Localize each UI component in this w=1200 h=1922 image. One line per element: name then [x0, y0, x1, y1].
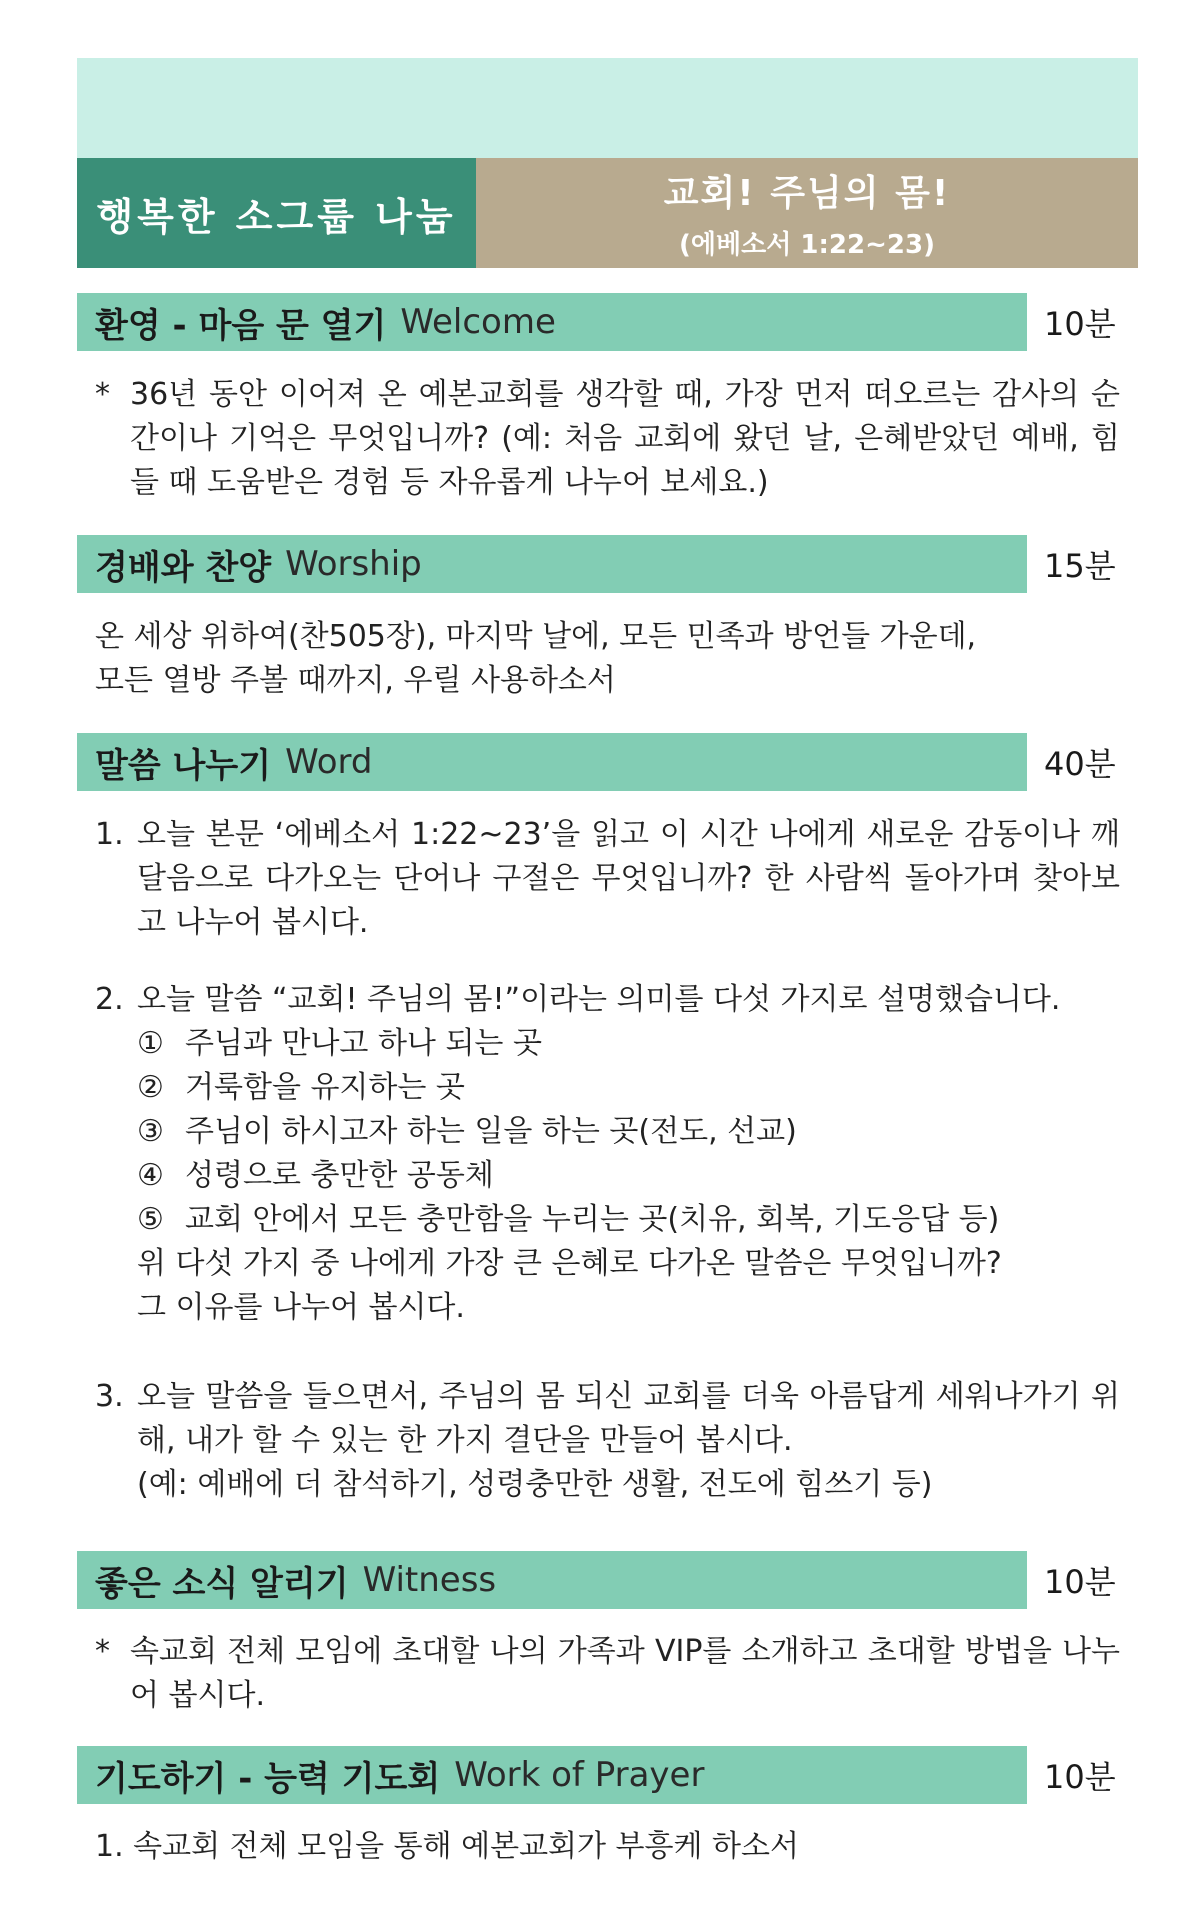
section-minutes-word: 40분 [1044, 745, 1116, 783]
section-title-en: Word [285, 742, 373, 782]
section-title-ko: 기도하기 - 능력 기도회 [95, 1758, 441, 1799]
worship-songs [95, 615, 1120, 703]
worship-songs-line-1: 온 세상 위하여(찬505장), 마지막 날에, 모든 민족과 방언들 가운데, [95, 619, 977, 654]
section-minutes-welcome: 10분 [1044, 305, 1116, 343]
section-title-ko: 환영 - 마음 문 열기 [95, 305, 387, 346]
small-group-title [77, 158, 476, 268]
section-title-ko: 좋은 소식 알리기 [95, 1563, 349, 1604]
section-minutes-prayer: 10분 [1044, 1758, 1116, 1796]
question-text: 오늘 말씀 “교회! 주님의 몸!”이라는 의미를 다섯 가지로 설명했습니다. [137, 982, 1061, 1017]
question-number: 1. [95, 817, 124, 852]
bullet-mark: * [95, 377, 110, 412]
section-header-witness [77, 1551, 1027, 1609]
circled-number: ① [137, 1026, 164, 1061]
section-title-ko: 말씀 나누기 [95, 745, 272, 786]
sermon-scripture: (에베소서 1:22~23) [679, 230, 935, 260]
section-title-en: Welcome [400, 302, 556, 342]
prayer-item-text: 속교회 전체 모임을 통해 예본교회가 부흥케 하소서 [133, 1829, 799, 1864]
question-text: 오늘 본문 ‘에베소서 1:22~23’을 읽고 이 시간 나에게 새로운 감동이나 깨달음으로 다가오는 단어나 구절은 무엇입니까? 한 사람씩 돌아가며 찾아보고 나누어 봅시다. [137, 817, 1120, 940]
list-item-text: 거룩함을 유지하는 곳 [185, 1070, 465, 1105]
prayer-item-1 [95, 1825, 1120, 1869]
section-title-en: Worship [285, 544, 422, 584]
list-item [137, 1198, 1120, 1242]
circled-number: ⑤ [137, 1202, 164, 1237]
question-follow-up-1: 위 다섯 가지 중 나에게 가장 큰 은혜로 다가온 말씀은 무엇입니까? [137, 1246, 1002, 1281]
circled-number: ④ [137, 1158, 164, 1193]
question-number: 2. [95, 982, 124, 1017]
section-title-en: Work of Prayer [454, 1755, 705, 1795]
section-title-en: Witness [362, 1560, 497, 1600]
section-header-worship [77, 535, 1027, 593]
list-item [137, 1154, 1120, 1198]
question-follow-up-2: 그 이유를 나누어 봅시다. [137, 1290, 465, 1325]
welcome-question-text: 36년 동안 이어져 온 예본교회를 생각할 때, 가장 먼저 떠오르는 감사의 순간이나 기억은 무엇입니까? (예: 처음 교회에 왔던 날, 은혜받았던 예배, 힘들 때 도움받은 경험 등 자유롭게 나누어 보세요.) [130, 377, 1120, 500]
section-header-prayer [77, 1746, 1027, 1804]
witness-text: 속교회 전체 모임에 초대할 나의 가족과 VIP를 소개하고 초대할 방법을 나누어 봅시다. [130, 1634, 1120, 1713]
section-title-ko: 경배와 찬양 [95, 547, 272, 588]
welcome-question [95, 373, 1120, 505]
list-item-text: 교회 안에서 모든 충만함을 누리는 곳(치유, 회복, 기도응답 등) [185, 1202, 1000, 1237]
prayer-item-number: 1. [95, 1829, 124, 1864]
list-item [137, 1022, 1120, 1066]
section-header-word [77, 733, 1027, 791]
question-example: (예: 예배에 더 참석하기, 성령충만한 생활, 전도에 힘쓰기 등) [137, 1467, 933, 1502]
list-item-text: 주님과 만나고 하나 되는 곳 [185, 1026, 542, 1061]
word-question-3 [95, 1375, 1120, 1507]
section-minutes-witness: 10분 [1044, 1563, 1116, 1601]
top-color-band [77, 58, 1138, 158]
list-item-text: 성령으로 충만한 공동체 [185, 1158, 494, 1193]
small-group-title-text: 행복한 소그룹 나눔 [96, 194, 457, 239]
section-header-welcome [77, 293, 1027, 351]
question-number: 3. [95, 1379, 124, 1414]
list-item [137, 1066, 1120, 1110]
sermon-title: 교회! 주님의 몸! [663, 173, 951, 214]
worship-songs-line-2: 모든 열방 주볼 때까지, 우릴 사용하소서 [95, 663, 616, 698]
question-text: 오늘 말씀을 들으면서, 주님의 몸 되신 교회를 더욱 아름답게 세워나가기 위해, 내가 할 수 있는 한 가지 결단을 만들어 봅시다. [137, 1379, 1120, 1458]
list-item [137, 1110, 1120, 1154]
circled-number: ② [137, 1070, 164, 1105]
word-question-2 [95, 978, 1120, 1330]
sermon-title-box [476, 158, 1138, 268]
bullet-mark: * [95, 1634, 110, 1669]
circled-number: ③ [137, 1114, 164, 1149]
word-question-1 [95, 813, 1120, 945]
witness-text-block [95, 1630, 1120, 1718]
section-minutes-worship: 15분 [1044, 547, 1116, 585]
list-item-text: 주님이 하시고자 하는 일을 하는 곳(전도, 선교) [185, 1114, 797, 1149]
